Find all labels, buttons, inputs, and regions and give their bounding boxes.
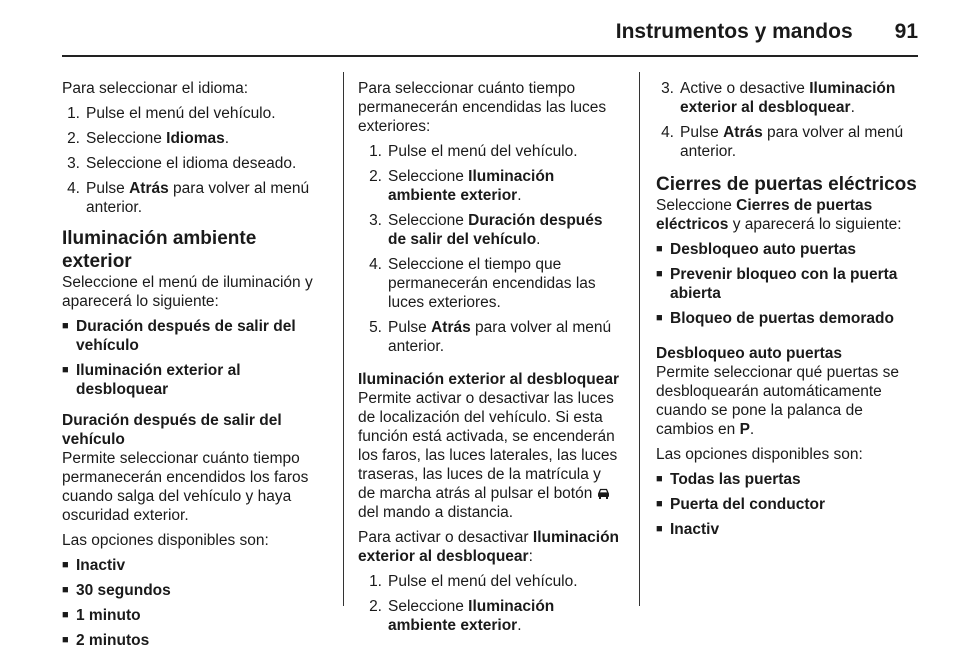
step-number: 5. [369, 319, 382, 336]
language-intro: Para seleccionar el idioma: [62, 80, 249, 97]
duracion-options-label: Las opciones disponibles son: [62, 532, 269, 549]
section-heading-iluminacion: Iluminación ambiente exterior [62, 228, 257, 272]
step-item [358, 211, 622, 249]
page-number: 91 [894, 20, 918, 43]
activar-steps-continued [656, 79, 918, 161]
step-text [388, 318, 622, 356]
option-item [656, 309, 918, 328]
desbloqueo-text-a: Permite seleccionar qué puertas se desbloquearán automáticamente cuando se pone la palanca de cambios en [656, 364, 899, 438]
step-text-bold: Iluminación exterior al desbloquear [680, 80, 896, 116]
step-number: 2. [67, 130, 80, 147]
step-text-bold: Iluminación ambiente exterior [388, 598, 555, 634]
subheading-duracion: Duración después de salir del vehículo [62, 412, 282, 448]
step-item [656, 79, 918, 117]
iluminacion-text: Seleccione el menú de iluminación y aparecerá lo siguiente: [62, 274, 313, 310]
desbloqueo-text-bold: P [739, 421, 750, 438]
activar-text-c: : [528, 548, 533, 565]
step-text-part: Pulse [86, 180, 130, 197]
option-item [62, 581, 330, 600]
step-text-part: . [517, 187, 522, 204]
desbloquear-text [358, 389, 622, 522]
step-item [358, 597, 622, 635]
section-heading-cierres: Cierres de puertas eléctricos [656, 174, 917, 195]
step-text-part: para volver al menú anterior. [680, 124, 904, 160]
step-text-part: . [850, 99, 855, 116]
step-item [358, 572, 622, 591]
option-item [62, 631, 330, 650]
step-number: 2. [369, 598, 382, 615]
step-number: 3. [661, 80, 674, 97]
step-text [388, 142, 622, 161]
square-bullet-icon: ■ [62, 584, 69, 596]
desbloquear-text-a: Permite activar o desactivar las luces de localización del vehículo. Si esta función está activada, se encenderán los faros, las luces laterales, las luces traseras, las luces de la matrícula y de marcha atrás al pulsar el botón [358, 390, 618, 502]
subheading-desbloqueo: Desbloqueo auto puertas [656, 345, 843, 362]
step-text-part: Seleccione el idioma deseado. [86, 155, 297, 172]
option-text: 30 segundos [76, 582, 171, 599]
step-text-bold: Atrás [129, 180, 169, 197]
option-item [62, 361, 330, 399]
duracion-steps [358, 142, 622, 356]
square-bullet-icon: ■ [656, 268, 663, 280]
step-text-bold: Atrás [723, 124, 763, 141]
cierres-text-a: Seleccione [656, 197, 737, 214]
activar-text [358, 528, 622, 566]
header-rule [62, 55, 918, 57]
option-item [62, 556, 330, 575]
option-text: Puerta del conductor [670, 496, 826, 513]
language-steps [62, 104, 330, 217]
desbloqueo-text-c: . [749, 421, 755, 438]
step-text-part: Active o desactive [680, 80, 810, 97]
step-number: 4. [67, 180, 80, 197]
cierres-text [656, 196, 918, 234]
activar-text-a: Para activar o desactivar [358, 529, 533, 546]
option-text: Desbloqueo auto puertas [670, 241, 857, 258]
step-text [388, 255, 622, 312]
duracion-intro: Para seleccionar cuánto tiempo permanecerán encendidas las luces exteriores: [358, 80, 607, 135]
step-text [86, 179, 330, 217]
option-text: 2 minutos [76, 632, 150, 649]
square-bullet-icon: ■ [656, 473, 663, 485]
cierres-options [656, 240, 918, 328]
option-item [62, 317, 330, 355]
column-divider-1 [343, 72, 344, 606]
option-text: Todas las puertas [670, 471, 801, 488]
option-text: 1 minuto [76, 607, 141, 624]
step-number: 1. [369, 143, 382, 160]
step-item [358, 167, 622, 205]
option-text: Prevenir bloqueo con la puerta abierta [670, 266, 898, 302]
column-2 [358, 79, 622, 641]
desbloqueo-options [656, 470, 918, 539]
option-text: Bloqueo de puertas demorado [670, 310, 894, 327]
page-title: Instrumentos y mandos [615, 20, 853, 43]
step-text [680, 123, 918, 161]
step-text-part: Seleccione [86, 130, 167, 147]
square-bullet-icon: ■ [62, 609, 69, 621]
activar-steps [358, 572, 622, 635]
desbloquear-text-b: del mando a distancia. [358, 504, 514, 521]
step-item [358, 142, 622, 161]
step-text-part: Seleccione [388, 212, 469, 229]
cierres-text-c: y aparecerá lo siguiente: [728, 216, 902, 233]
step-text-bold: Idiomas [166, 130, 225, 147]
duracion-text: Permite seleccionar cuánto tiempo permanecerán encendidos los faros cuando salga del vehículo y haya oscuridad exterior. [62, 450, 309, 524]
step-text-part: Pulse el menú del vehículo. [388, 143, 578, 160]
subheading-desbloquear: Iluminación exterior al desbloquear [358, 371, 619, 388]
step-text-bold: Atrás [431, 319, 471, 336]
step-item [62, 129, 330, 148]
square-bullet-icon: ■ [62, 634, 69, 646]
step-number: 4. [661, 124, 674, 141]
step-number: 1. [369, 573, 382, 590]
column-3 [656, 79, 918, 547]
step-item [62, 179, 330, 217]
step-text [388, 597, 622, 635]
desbloqueo-options-label: Las opciones disponibles son: [656, 446, 863, 463]
step-text-part: Pulse [680, 124, 724, 141]
step-text [388, 572, 622, 591]
step-text [388, 211, 622, 249]
step-text-part: para volver al menú anterior. [388, 319, 612, 355]
step-text-part: . [536, 231, 541, 248]
square-bullet-icon: ■ [62, 559, 69, 571]
option-item [656, 520, 918, 539]
step-text-bold: Duración después de salir del vehículo [388, 212, 603, 248]
square-bullet-icon: ■ [656, 523, 663, 535]
option-item [656, 495, 918, 514]
step-text-part: Pulse [388, 319, 432, 336]
step-text-part: Seleccione [388, 598, 469, 615]
step-item [62, 104, 330, 123]
step-item [62, 154, 330, 173]
option-item [656, 470, 918, 489]
step-text-part: Pulse el menú del vehículo. [388, 573, 578, 590]
step-text-part: para volver al menú anterior. [86, 180, 310, 216]
step-text-part: Seleccione el tiempo que permanecerán encendidas las luces exteriores. [388, 256, 596, 311]
step-text-part: . [224, 130, 230, 147]
unlock-car-icon [597, 488, 610, 499]
step-text-part: Seleccione [388, 168, 469, 185]
option-text: Iluminación exterior al desbloquear [76, 362, 241, 398]
step-text [388, 167, 622, 205]
iluminacion-options [62, 317, 330, 399]
activar-text-bold: Iluminación exterior al desbloquear [358, 529, 620, 565]
page-header [62, 14, 918, 50]
step-item [358, 318, 622, 356]
step-text-part: . [517, 617, 522, 634]
option-item [62, 606, 330, 625]
option-item [656, 240, 918, 259]
square-bullet-icon: ■ [62, 364, 69, 376]
step-item [656, 123, 918, 161]
option-text: Inactiv [670, 521, 720, 538]
desbloqueo-text [656, 363, 918, 439]
step-number: 1. [67, 105, 80, 122]
square-bullet-icon: ■ [656, 498, 663, 510]
step-number: 3. [369, 212, 382, 229]
step-text-part: Pulse el menú del vehículo. [86, 105, 276, 122]
step-text-bold: Iluminación ambiente exterior [388, 168, 555, 204]
step-item [358, 255, 622, 312]
step-text [86, 154, 330, 173]
option-item [656, 265, 918, 303]
cierres-text-bold: Cierres de puertas eléctricos [656, 197, 873, 233]
step-text [680, 79, 918, 117]
step-text [86, 104, 330, 123]
square-bullet-icon: ■ [656, 243, 663, 255]
square-bullet-icon: ■ [656, 312, 663, 324]
option-text: Inactiv [76, 557, 126, 574]
step-number: 3. [67, 155, 80, 172]
step-text [86, 129, 330, 148]
duracion-options [62, 556, 330, 650]
step-number: 2. [369, 168, 382, 185]
column-divider-2 [639, 72, 640, 606]
column-1 [62, 79, 330, 658]
option-text: Duración después de salir del vehículo [76, 318, 296, 354]
step-number: 4. [369, 256, 382, 273]
square-bullet-icon: ■ [62, 320, 69, 332]
